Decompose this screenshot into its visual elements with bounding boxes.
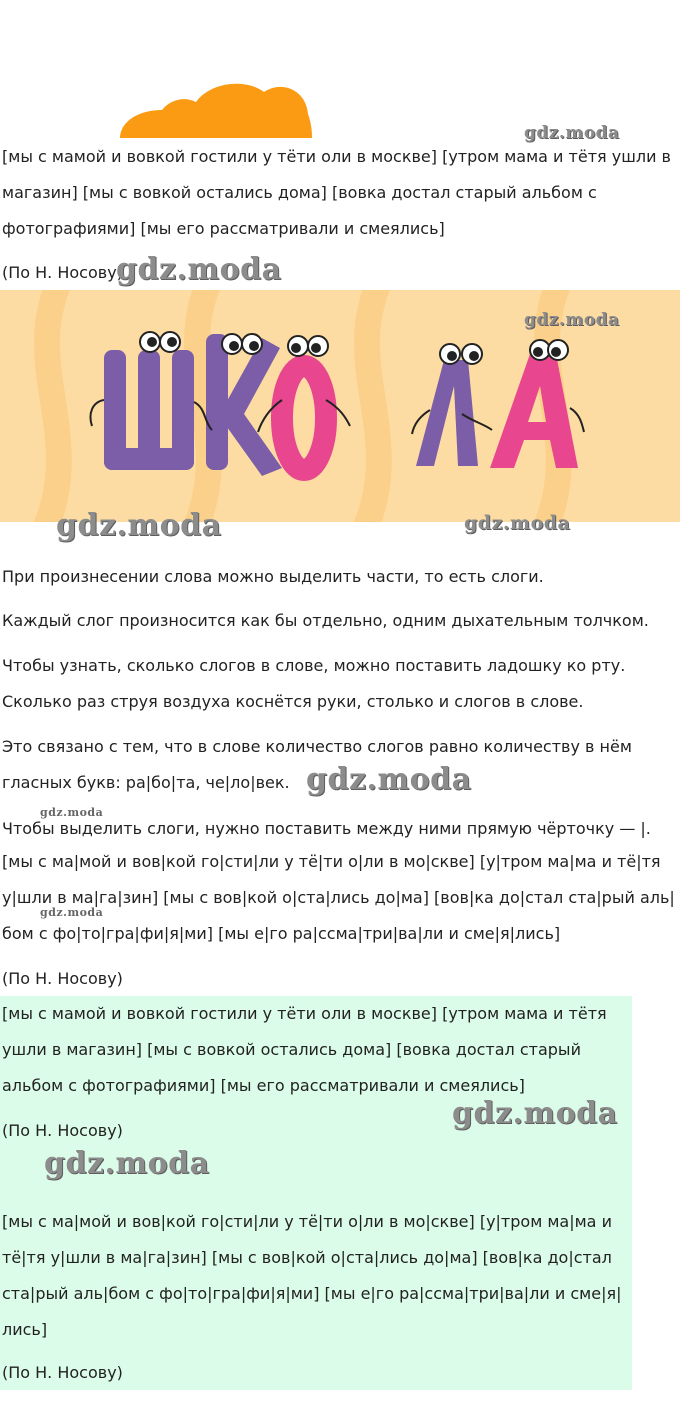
letter-a: [490, 354, 578, 468]
theory-dash: Чтобы выделить слоги, нужно поставить между ними прямую чёрточку — |.: [2, 819, 651, 838]
answer-syllables: [мы с ма|мой и вов|кой го|сти|ли у тё|ти о|ли в мо|скве] [у|тром ма|ма и тё|тя у|шли в ма|га|зин] [мы с вов|кой о|ста|лись до|ма] [вов|ка до|стал ста|рый аль|бом с фо|то|гра|фи|я|ми] [мы е|го ра|ссма|три|ва|ли и сме|я|лись]: [2, 1212, 622, 1339]
letter-k: [206, 334, 282, 476]
watermark: gdz.moda: [464, 512, 571, 534]
background-stripe: [40, 290, 60, 522]
background-stripe: [360, 290, 380, 522]
watermark: gdz.moda: [452, 1096, 618, 1131]
theory-palm: Чтобы узнать, сколько слогов в слове, можно поставить ладошку ко рту. Сколько раз струя воздуха коснётся руки, столько и слогов в слове.: [2, 656, 626, 711]
answer-sentences: [мы с мамой и вовкой гостили у тёти оли в москве] [утром мама и тётя ушли в магазин] [мы с вовкой остались дома] [вовка достал старый альбом с фотографиями] [мы его рассматривали и смеялись]: [2, 1004, 607, 1095]
syllables-sentences: [мы с ма|мой и вов|кой го|сти|ли у тё|ти о|ли в мо|скве] [у|тром ма|ма и тё|тя у|шли в ма|га|зин] [мы с вов|кой о|ста|лись до|ма] [вов|ка до|стал ста|рый аль|бом с фо|то|гра|фи|я|ми] [мы е|го ра|ссма|три|ва|ли и сме|я|лись]: [2, 852, 675, 943]
watermark: gdz.moda: [44, 1146, 210, 1181]
answer-author-2: (По Н. Носову): [2, 1363, 123, 1382]
theory-breath: Каждый слог произносится как бы отдельно, одним дыхательным толчком.: [2, 611, 649, 630]
letter-sh: [104, 350, 194, 470]
watermark: gdz.moda: [524, 123, 620, 143]
watermark: gdz.moda: [40, 806, 104, 819]
letter-o: [282, 366, 326, 470]
top-author: (По Н. Носову): [2, 263, 123, 282]
top-sentences: [мы с мамой и вовкой гостили у тёти оли в москве] [утром мама и тётя ушли в магазин] [мы с вовкой остались дома] [вовка достал старый альбом с фотографиями] [мы его рассматривали и смеялись]: [2, 147, 671, 238]
watermark: gdz.moda: [56, 508, 222, 543]
answer-author-1: (По Н. Носову): [2, 1121, 123, 1140]
theory-syllables: При произнесении слова можно выделить части, то есть слоги.: [2, 567, 544, 586]
school-banner: [0, 290, 680, 522]
watermark: gdz.moda: [524, 310, 620, 330]
theory-vowels: Это связано с тем, что в слове количество слогов равно количеству в нём гласных букв: ра|бо|та, че|ло|век.: [2, 737, 632, 792]
cloud-decoration: [118, 78, 314, 138]
watermark: gdz.moda: [40, 906, 104, 919]
watermark: gdz.moda: [306, 762, 472, 797]
syllables-author: (По Н. Носову): [2, 969, 123, 988]
watermark: gdz.moda: [116, 252, 282, 287]
